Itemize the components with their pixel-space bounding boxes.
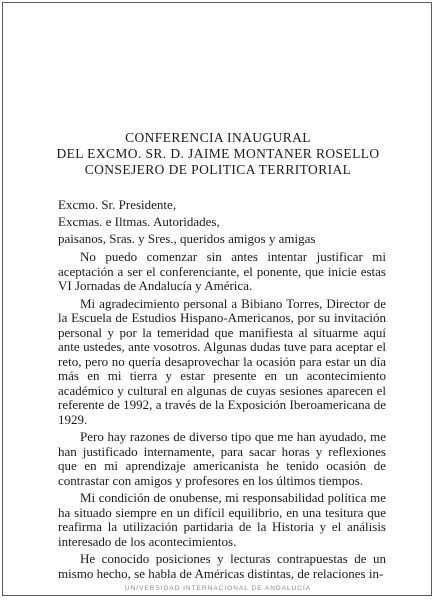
body-text — [58, 250, 386, 581]
heading-line-1: CONFERENCIA INAUGURAL — [125, 130, 311, 145]
heading-line-3: CONSEJERO DE POLITICA TERRITORIAL — [84, 162, 352, 177]
paragraph-3: Pero hay razones de diverso tipo que me han ayudado, me han justificado internamente, para sacar horas y reflexiones que en mi aprendizaje americanista he tenido ocasión de contrastar con amigos y profesores en los últimos tiempos. — [58, 429, 386, 488]
salutation-line-2: Excmas. e Iltmas. Autoridades, — [58, 214, 220, 229]
paragraph-4: Mi condición de onubense, mi responsabilidad política me ha situado siempre en un difícil equilibrio, en una tesitura que reafirma la utilización partidaria de la Historia y el análisis interesado de los acontecimientos. — [58, 490, 386, 549]
salutation-line-1: Excmo. Sr. Presidente, — [58, 197, 177, 212]
paragraph-1: No puedo comenzar sin antes intentar justificar mi aceptación a ser el conferenciante, el ponente, que inicie estas VI Jornadas de Andalucía y América. — [58, 249, 386, 293]
salutation-line-3: paisanos, Sras. y Sres., queridos amigos y amigas — [58, 231, 316, 246]
paragraph-2: Mi agradecimiento personal a Bibiano Torres, Director de la Escuela de Estudios Hispano-Americanos, por su invitación personal y por la temeridad que manifiesta al situarme aquí ante ustedes, ante vosotros. Algunas dudas tuve para aceptar el reto, pero no quería desaprovechar la ocasión para estar un día más en mi tierra y estar presente en un acontecimiento académico y cultural en algunas de cuyas sesiones aparecen el referente de 1992, a través de la Exposición Iberoamericana de 1929. — [58, 295, 386, 427]
paragraph-5: He conocido posiciones y lecturas contrapuestas de un mismo hecho, se habla de Américas distintas, de relaciones in- — [58, 551, 386, 581]
footer-watermark: UNIVERSIDAD INTERNACIONAL DE ANDALUCÍA — [124, 585, 312, 592]
heading-line-2: DEL EXCMO. SR. D. JAIME MONTANER ROSELLO — [56, 146, 380, 161]
